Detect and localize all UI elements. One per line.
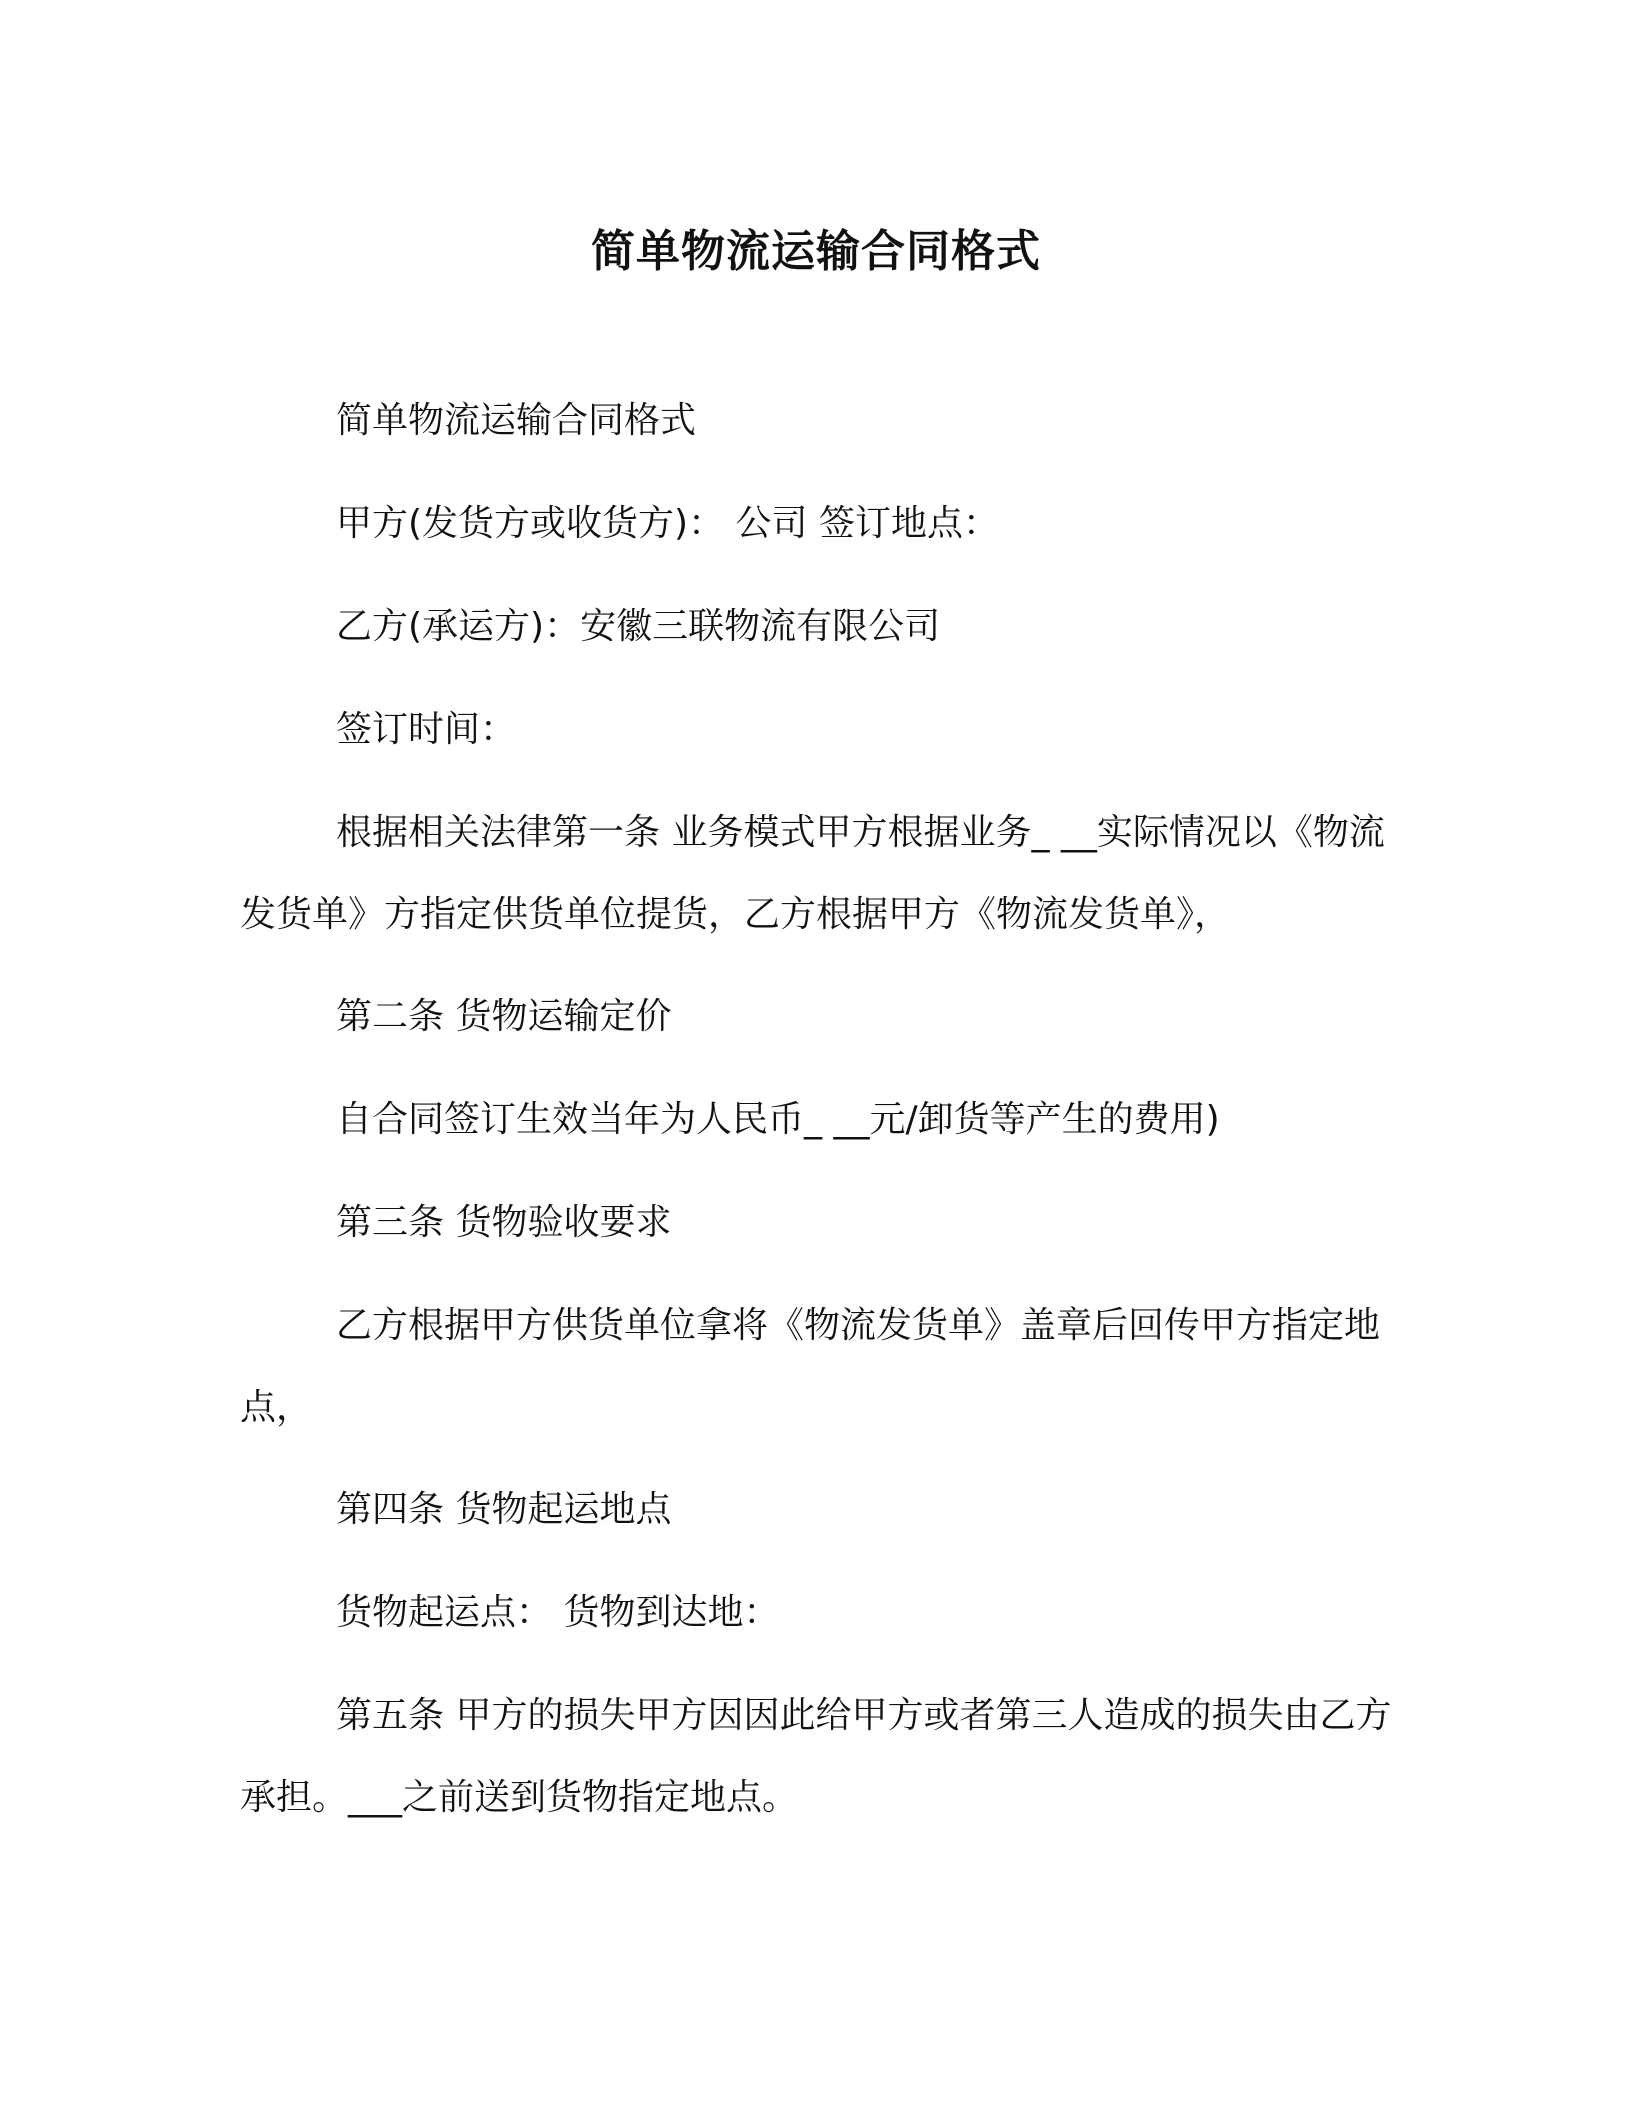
paragraph-article-4-body: 货物起运点： 货物到达地： xyxy=(336,1592,780,1633)
paragraph-article-3-body: 乙方根据甲方供货单位拿将《物流发货单》盖章后回传甲方指定地点， xyxy=(240,1305,1381,1428)
paragraph-article-3-heading: 第三条 货物验收要求 xyxy=(336,1202,672,1243)
paragraph-party-a: 甲方(发货方或收货方)： 公司 签订地点： xyxy=(336,503,999,544)
paragraph-subtitle: 简单物流运输合同格式 xyxy=(336,400,697,441)
paragraph-party-b: 乙方(承运方)：安徽三联物流有限公司 xyxy=(336,606,941,647)
paragraph-sign-time: 签订时间： xyxy=(336,709,517,750)
paragraph-article-2-body: 自合同签订生效当年为人民币_ __元/卸货等产生的费用) xyxy=(336,1099,1220,1140)
document-title: 简单物流运输合同格式 xyxy=(591,226,1041,277)
paragraph-article-1: 根据相关法律第一条 业务模式甲方根据业务_ __实际情况以《物流发货单》方指定供货单位提货，乙方根据甲方《物流发货单》， xyxy=(240,812,1385,935)
paragraph-article-5: 第五条 甲方的损失甲方因因此给甲方或者第三人造成的损失由乙方承担。___之前送到货物指定地点。 xyxy=(240,1695,1392,1818)
paragraph-article-2-heading: 第二条 货物运输定价 xyxy=(336,996,672,1037)
paragraph-article-4-heading: 第四条 货物起运地点 xyxy=(336,1489,672,1530)
